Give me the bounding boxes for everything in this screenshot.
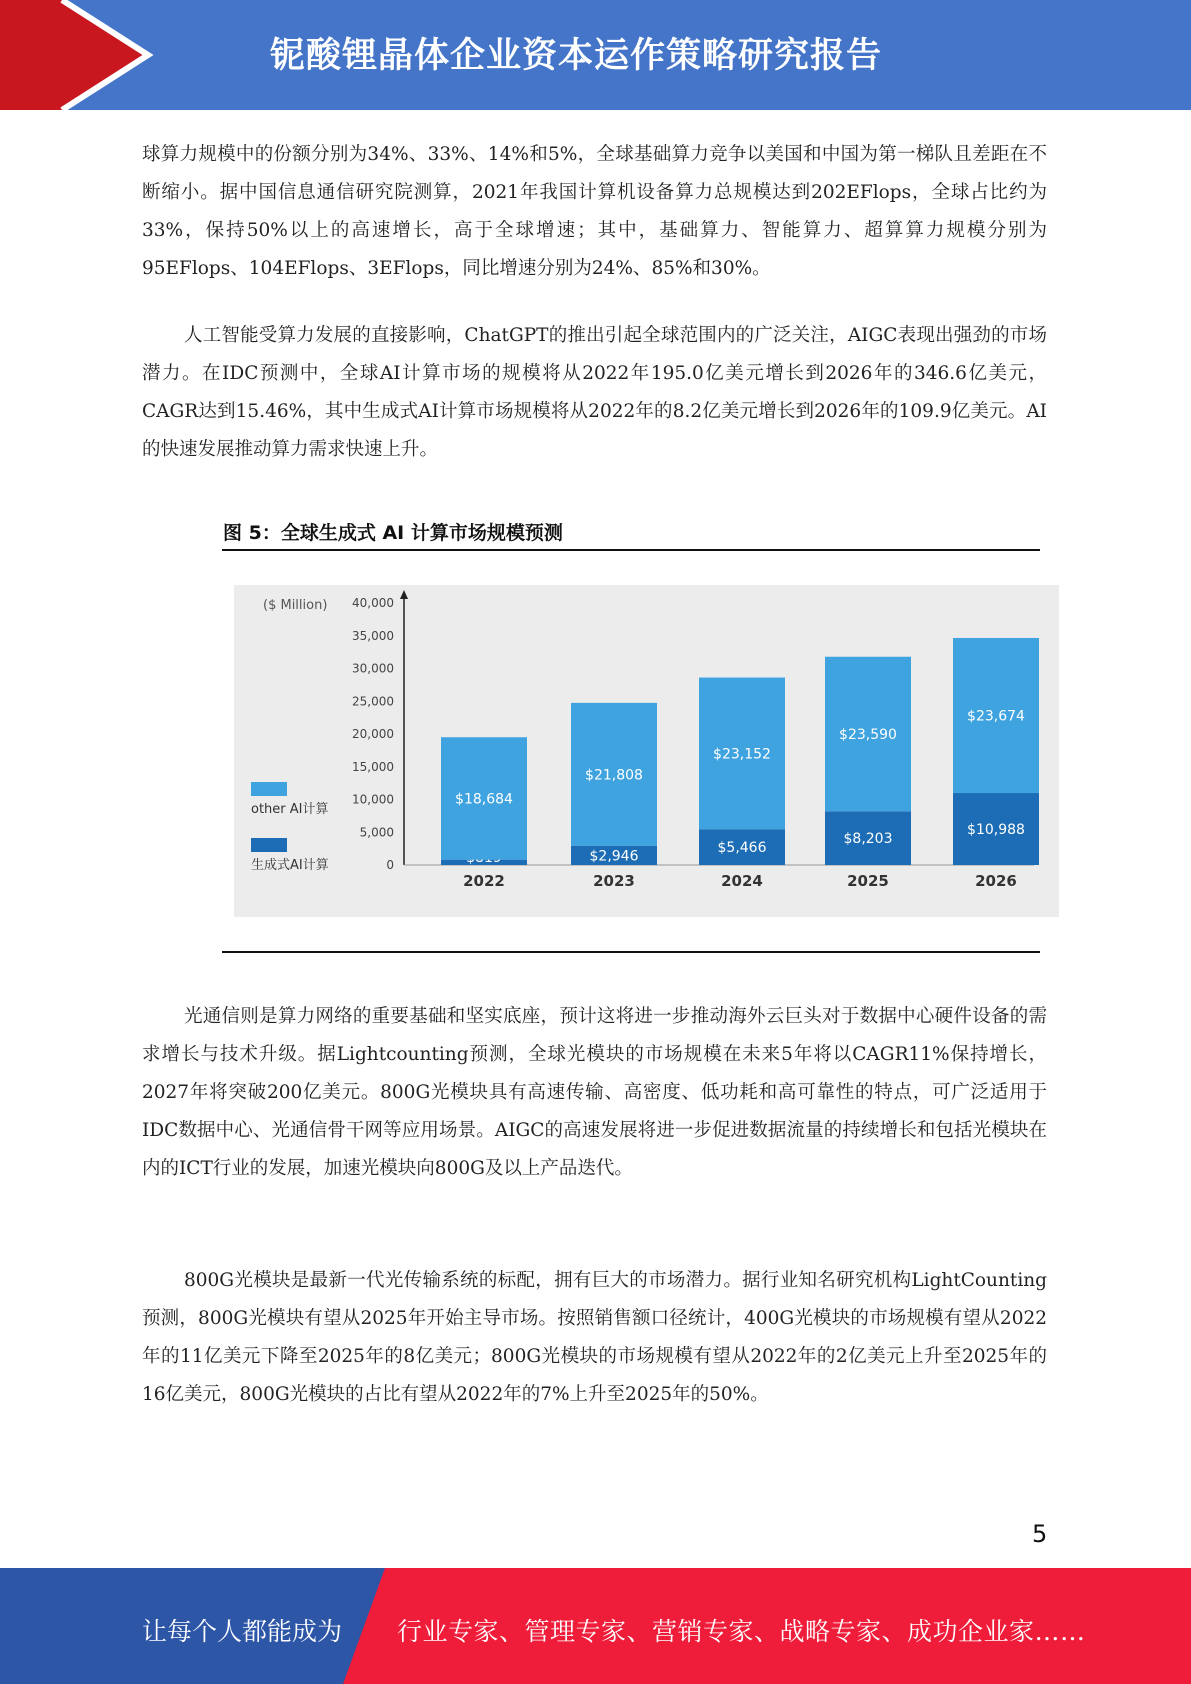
data-label-other-ai: $21,808	[585, 767, 643, 784]
body-paragraph-2: 人工智能受算力发展的直接影响，ChatGPT的推出引起全球范围内的广泛关注，AIGC表现出强劲的市场潜力。在IDC预测中，全球AI计算市场的规模将从2022年195.0亿美元增长到2026年的346.6亿美元，CAGR达到15.46%，其中生成式AI计算市场规模将从2022年的8.2亿美元增长到2026年的109.9亿美元。AI的快速发展推动算力需求快速上升。	[142, 325, 1047, 460]
page-header	[0, 0, 1191, 110]
chart-panel	[234, 585, 1059, 917]
report-title: 铌酸锂晶体企业资本运作策略研究报告	[270, 36, 883, 76]
x-tick-label-2022: 2022	[463, 872, 505, 890]
x-tick-label-2026: 2026	[975, 872, 1017, 890]
legend-swatch-other	[251, 782, 287, 796]
data-label-other-ai: $18,684	[455, 791, 513, 808]
body-paragraph-4: 800G光模块是最新一代光传输系统的标配，拥有巨大的市场潜力。据行业知名研究机构LightCounting预测，800G光模块有望从2025年开始主导市场。按照销售额口径统计，400G光模块的市场规模有望从2022年的11亿美元下降至2025年的8亿美元；800G光模块的市场规模有望从2022年的2亿美元上升至2025年的16亿美元，800G光模块的占比有望从2022年的7%上升至2025年的50%。	[142, 1270, 1048, 1405]
y-tick-label: 40,000	[352, 596, 394, 610]
legend-swatch-gen	[251, 838, 287, 852]
page-number: 5	[1032, 1520, 1048, 1548]
data-label-generative-ai: $5,466	[717, 840, 767, 857]
figure-bottom-rule	[222, 951, 1040, 953]
footer-slogan-right: 行业专家、管理专家、营销专家、战略专家、成功企业家……	[397, 1617, 1086, 1646]
y-tick-label: 25,000	[352, 694, 394, 709]
y-tick-label: 35,000	[352, 628, 394, 643]
legend-label-other: other AI计算	[251, 802, 329, 817]
data-label-generative-ai: $2,946	[589, 848, 639, 865]
y-axis-arrow	[400, 590, 408, 599]
body-paragraph-3: 光通信则是算力网络的重要基础和坚实底座，预计这将进一步推动海外云巨头对于数据中心硬件设备的需求增长与技术升级。据Lightcounting预测，全球光模块的市场规模在未来5年将以CAGR11%保持增长，2027年将突破200亿美元。800G光模块具有高速传输、高密度、低功耗和高可靠性的特点，可广泛适用于IDC数据中心、光通信骨干网等应用场景。AIGC的高速发展将进一步促进数据流量的持续增长和包括光模块在内的ICT行业的发展，加速光模块向800G及以上产品迭代。	[142, 1006, 1047, 1179]
header-red-chevron	[0, 0, 148, 110]
chart-unit-label: ($ Million)	[263, 598, 328, 613]
figure-top-rule	[222, 549, 1040, 551]
x-tick-label-2024: 2024	[721, 872, 763, 890]
stacked-bar-chart	[234, 585, 1059, 917]
figure-title: 图 5：全球生成式 AI 计算市场规模预测	[223, 522, 563, 544]
legend-label-gen: 生成式AI计算	[251, 858, 329, 873]
x-tick-label-2025: 2025	[847, 872, 889, 890]
data-label-other-ai: $23,152	[713, 746, 771, 763]
y-tick-label: 10,000	[352, 792, 394, 807]
x-tick-label-2023: 2023	[593, 872, 635, 890]
y-tick-label: 15,000	[352, 759, 394, 774]
data-label-generative-ai: $8,203	[843, 831, 893, 848]
data-label-other-ai: $23,674	[967, 708, 1025, 725]
y-tick-label: 0	[386, 858, 394, 872]
y-tick-label: 30,000	[352, 661, 394, 676]
y-tick-label: 5,000	[359, 825, 394, 840]
data-label-generative-ai: $10,988	[967, 822, 1025, 839]
data-label-other-ai: $23,590	[839, 727, 897, 744]
body-paragraph-1: 球算力规模中的份额分别为34%、33%、14%和5%，全球基础算力竞争以美国和中国为第一梯队且差距在不断缩小。据中国信息通信研究院测算，2021年我国计算机设备算力总规模达到202EFlops，全球占比约为33%，保持50%以上的高速增长，高于全球增速；其中，基础算力、智能算力、超算算力规模分别为95EFlops、104EFlops、3EFlops，同比增速分别为24%、85%和30%。	[142, 144, 1047, 279]
y-tick-label: 20,000	[352, 727, 394, 741]
footer-slogan-left: 让每个人都能成为	[142, 1617, 343, 1646]
